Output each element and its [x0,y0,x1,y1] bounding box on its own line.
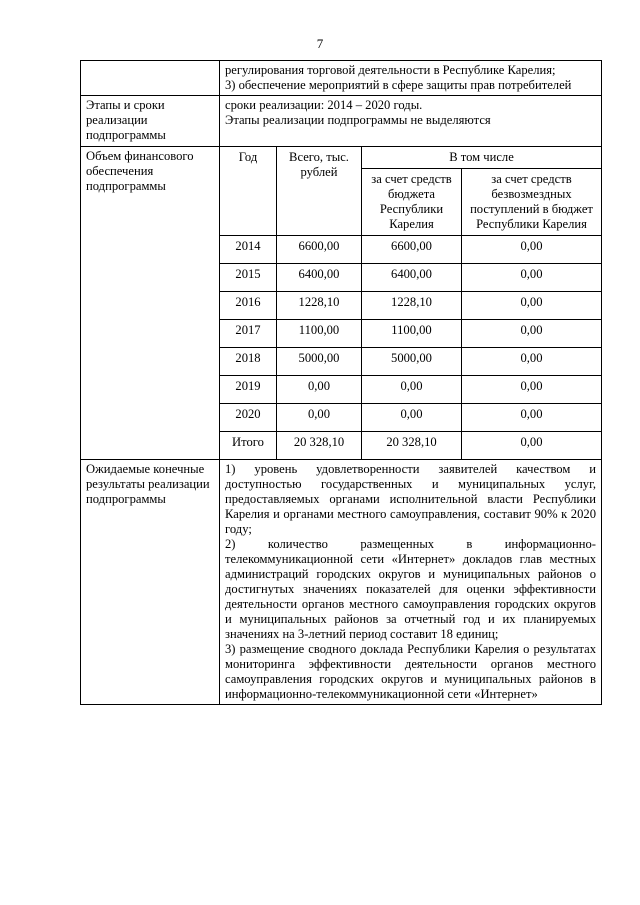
passport-table [80,60,602,705]
finance-cell-grants: 0,00 [462,348,602,376]
finance-cell-budget: 0,00 [362,376,462,404]
finance-cell-grants: 0,00 [462,236,602,264]
finance-cell-budget: 6400,00 [362,264,462,292]
goals-line: 3) обеспечение мероприятий в сфере защиты прав потребителей [225,78,572,92]
finance-cell-budget: 0,00 [362,404,462,432]
finance-row [220,432,601,460]
finance-cell-grants: 0,00 [462,264,602,292]
finance-cell-budget: 6600,00 [362,236,462,264]
finance-cell-budget: 5000,00 [362,348,462,376]
finance-row [220,292,601,320]
page-number: 7 [316,36,324,51]
result-item: 2) количество размещенных в информационно-телекоммуникационной сети «Интернет» докладов глав местных администраций городских округов и муниципальных районов о достигнутых значениях показателей для оценки эффективности деятельности органов местного самоуправления городских округов и муниципальных районов за отчетный год и их планируемых значениях на 3-летний период составит 18 единиц; [225,537,596,641]
finance-cell-grants: 0,00 [462,292,602,320]
finance-cell-grants: 0,00 [462,404,602,432]
result-item: 1) уровень удовлетворенности заявителей качеством и доступностью государственных и муниципальных услуг, предоставляемых органами исполнительной власти Республики Карелия и органами местного самоуправления, составит 90% к 2020 году; [225,462,596,536]
finance-cell-year: Итого [220,432,277,460]
finance-cell-total: 1100,00 [277,320,362,348]
row-results-label: Ожидаемые конечные результаты реализации подпрограммы [81,460,220,705]
row-stages-content [220,96,602,147]
finance-row [220,404,601,432]
stages-line: сроки реализации: 2014 – 2020 годы. [225,98,423,112]
finance-row [220,376,601,404]
finance-header-total: Всего, тыс. рублей [277,147,362,236]
finance-cell-total: 20 328,10 [277,432,362,460]
goals-line: регулирования торговой деятельности в Республике Карелия; [225,63,556,77]
stages-line: Этапы реализации подпрограммы не выделяются [225,113,491,127]
finance-cell-budget: 1100,00 [362,320,462,348]
row-goals-label [81,61,220,96]
finance-cell-year: 2019 [220,376,277,404]
row-stages [81,96,602,147]
finance-cell-year: 2017 [220,320,277,348]
finance-cell-budget: 1228,10 [362,292,462,320]
finance-cell-grants: 0,00 [462,320,602,348]
finance-cell-year: 2020 [220,404,277,432]
finance-header-year: Год [220,147,277,236]
row-finance-content [220,147,602,460]
finance-cell-year: 2018 [220,348,277,376]
finance-cell-grants: 0,00 [462,376,602,404]
finance-cell-total: 6400,00 [277,264,362,292]
finance-cell-total: 6600,00 [277,236,362,264]
finance-table [220,147,601,459]
finance-row [220,236,601,264]
finance-header-budget: за счет средств бюджета Республики Карелия [362,169,462,236]
row-goals-continued [81,61,602,96]
row-finance-label: Объем финансового обеспечения подпрограммы [81,147,220,460]
finance-cell-total: 0,00 [277,404,362,432]
row-goals-content [220,61,602,96]
result-item: 3) размещение сводного доклада Республики Карелия о результатах мониторинга эффективности деятельности органов местного самоуправления городских округов и муниципальных районов в информационно-телекоммуникационной сети «Интернет» [225,642,596,701]
row-stages-label: Этапы и сроки реализации подпрограммы [81,96,220,147]
finance-cell-year: 2014 [220,236,277,264]
finance-cell-total: 0,00 [277,376,362,404]
row-results [81,460,602,705]
finance-cell-budget: 20 328,10 [362,432,462,460]
finance-row [220,264,601,292]
finance-header-including: В том числе [362,147,602,169]
finance-row [220,348,601,376]
row-results-content [220,460,602,705]
finance-cell-year: 2016 [220,292,277,320]
finance-header-grants: за счет средств безвозмездных поступлений в бюджет Республики Карелия [462,169,602,236]
finance-cell-grants: 0,00 [462,432,602,460]
finance-cell-year: 2015 [220,264,277,292]
row-finance [81,147,602,460]
finance-cell-total: 1228,10 [277,292,362,320]
finance-cell-total: 5000,00 [277,348,362,376]
finance-row [220,320,601,348]
